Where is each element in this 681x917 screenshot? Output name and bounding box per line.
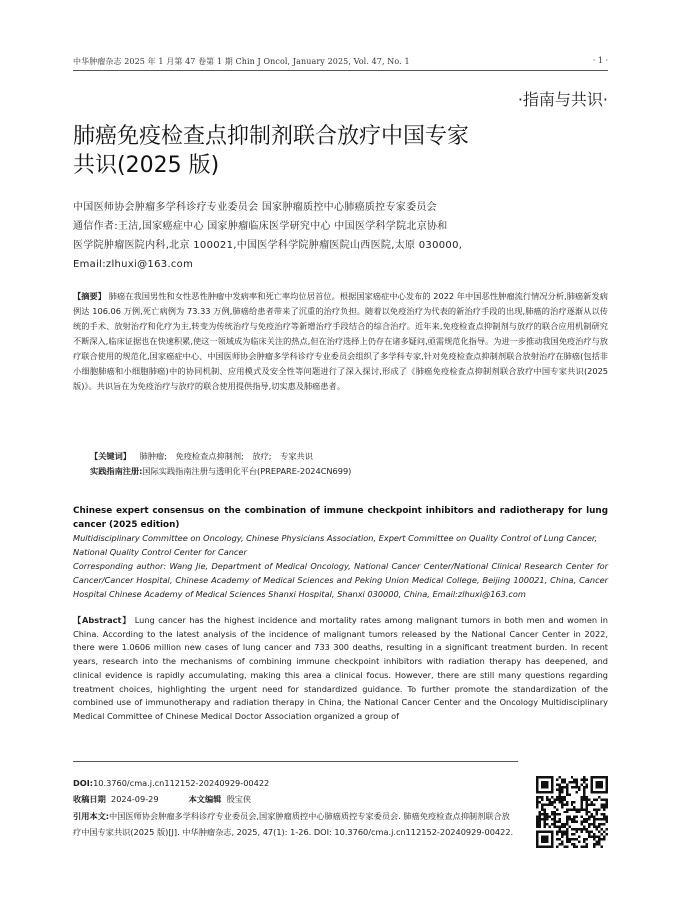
qr-code-icon[interactable] xyxy=(536,776,608,848)
authors-block xyxy=(73,198,613,274)
column-label: ·指南与共识· xyxy=(517,90,608,109)
article-title xyxy=(73,122,543,180)
title-line-1: 肺癌免疫检查点抑制剂联合放疗中国专家 xyxy=(73,124,470,149)
abstract-chinese xyxy=(73,289,608,394)
doi-label: DOI: xyxy=(73,778,94,788)
doi-link[interactable]: 10.3760/cma.j.cn112152-20240929-00422 xyxy=(93,778,270,788)
running-head: 中华肿瘤杂志 2025 年 1 月第 47 卷第 1 期 Chin J Oncol, January 2025, Vol. 47, No. 1 xyxy=(73,57,410,66)
address-line: 医学院肿瘤医院内科,北京 100021,中国医学科学院肿瘤医院山西医院,太原 030000, xyxy=(73,240,463,251)
english-corresponding: Corresponding author: Wang Jie, Department of Medical Oncology, National Cancer Center/National Clinical Research Center for Cancer/Cancer Hospital, Chinese Academy of Medical Sciences and Peking Union Medical College, Beijing 100021, China, Cancer Hospital Chinese Academy of Medical Sciences Shanxi Hospital, Shanxi 030000, China, Email:zlhuxi@163.com xyxy=(73,561,608,599)
citation-line xyxy=(73,808,518,841)
editor-name: 殷宝侠 xyxy=(226,794,252,805)
keyword: 专家共识 xyxy=(280,451,313,461)
english-abstract-label: 【Abstract】 xyxy=(73,615,132,625)
keyword: 放疗; xyxy=(252,451,272,461)
keyword: 免疫检查点抑制剂; xyxy=(175,451,244,461)
keyword: 肺肿瘤; xyxy=(139,451,167,461)
authors-line: 中国医师协会肿瘤多学科诊疗专业委员会 国家肿瘤质控中心肺癌质控专家委员会 xyxy=(73,202,437,213)
registration-value: 国际实践指南注册与透明化平台(PREPARE-2024CN699) xyxy=(142,466,352,476)
citation-text: 中国医师协会肿瘤多学科诊疗专业委员会,国家肿瘤质控中心肺癌质控专家委员会. 肺癌免疫检查点抑制剂联合放疗中国专家共识(2025 版)[J]. 中华肿瘤杂志, 2025, 47(1): 1-26. DOI: 10.3760/cma.j.cn112152-20240929-00422. xyxy=(73,810,514,838)
title-line-2: 共识(2025 版) xyxy=(73,153,220,178)
footer-block xyxy=(73,775,518,841)
email-line: Email:zlhuxi@163.com xyxy=(73,259,194,270)
editor-label: 本文编辑 xyxy=(188,794,222,805)
abstract-text: 肺癌在我国男性和女性恶性肿瘤中发病率和死亡率均位居首位。根据国家癌症中心发布的 2022 年中国恶性肿瘤流行情况分析,肺癌新发病例达 106.06 万例,死亡病例为 73.33 万例,肺癌给患者带来了沉重的治疗负担。随着以免疫治疗为代表的新治疗手段的出现,肺癌的治疗逐渐从以传统的手术、放射治疗和化疗为主,转变为传统治疗与免疫治疗等新增治疗手段结合的综合治疗。近年来,免疫检查点抑制剂与放疗的联合应用机制研究不断深入,临床证据也在快速积累,使这一领域成为临床关注的热点,但在治疗选择上仍存在诸多疑问,亟需规范化指导。为进一步推动我国免疫治疗与放疗联合使用的规范化,国家癌症中心、中国医师协会肿瘤多学科诊疗专业委员会组织了多学科专家,针对免疫检查点抑制剂联合放射治疗在肺癌(包括非小细胞肺癌和小细胞肺癌)中的协同机制、应用模式及安全性等问题进行了深入探讨,形成了《肺癌免疫检查点抑制剂联合放疗中国专家共识(2025 版)》。共识旨在为免疫治疗与放疗的联合使用提供指导,切实惠及肺癌患者。 xyxy=(73,291,608,391)
abstract-english xyxy=(73,614,608,724)
received-date: 2024-09-29 xyxy=(110,794,159,805)
footer-divider xyxy=(73,761,518,762)
english-affiliation: Multidisciplinary Committee on Oncology, Chinese Physicians Association, Expert Committee on Quality Control of Lung Cancer, National Quality Control Center for Cancer xyxy=(73,533,598,557)
header-divider xyxy=(73,70,608,71)
english-abstract-text: Lung cancer has the highest incidence and mortality rates among malignant tumors in both men and women in China. According to the latest analysis of the incidence of malignant tumors released by the National Cancer Center in 2022, there were 1.0606 million new cases of lung cancer and 733 300 deaths, resulting in a significant treatment burden. In recent years, research into the mechanisms of combining immune checkpoint inhibitors with radiation therapy has deepened, and clinical evidence is rapidly accumulating, making this area a clinical focus. However, there are still many questions regarding treatment choices, highlighting the urgent need for standardized guidance. To further promote the standardization of the combined use of immunotherapy and radiation therapy in China, the National Cancer Center and the Oncology Multidisciplinary Medical Committee of Chinese Medical Doctor Association organized a group of xyxy=(73,615,608,721)
page-number: · 1 · xyxy=(592,56,608,65)
registration-line xyxy=(90,466,351,477)
received-label: 收稿日期 xyxy=(73,794,106,805)
keywords-label: 【关键词】 xyxy=(90,451,131,461)
dates-line xyxy=(73,791,518,807)
citation-label: 引用本文: xyxy=(73,810,110,821)
abstract-label: 【摘要】 xyxy=(73,291,107,301)
english-title: Chinese expert consensus on the combination of immune checkpoint inhibitors and radiotherapy for lung cancer (2025 edition) xyxy=(73,506,608,530)
keywords-line xyxy=(90,451,313,462)
corresponding-line: 通信作者:王洁,国家癌症中心 国家肿瘤临床医学研究中心 中国医学科学院北京协和 xyxy=(73,221,448,232)
registration-label: 实践指南注册: xyxy=(90,466,143,476)
doi-line xyxy=(73,775,518,791)
